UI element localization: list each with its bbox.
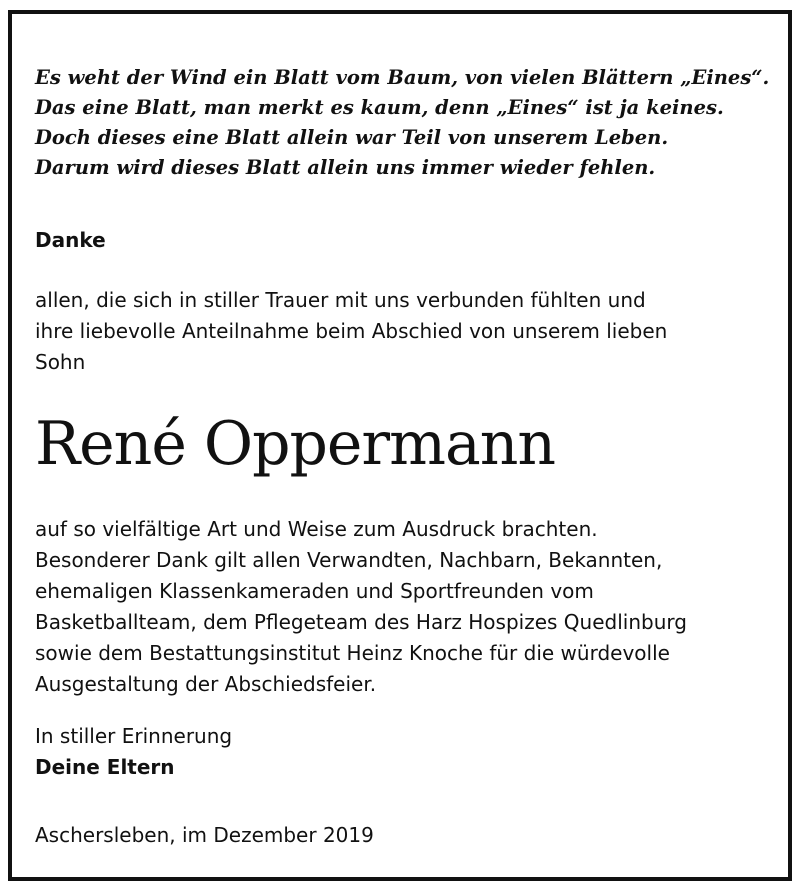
deceased-name: René Oppermann <box>35 409 556 479</box>
place-date: Aschersleben, im Dezember 2019 <box>35 823 374 847</box>
closing <box>35 721 765 783</box>
thanks-title: Danke <box>35 228 106 252</box>
thanks-intro-line: ihre liebevolle Anteilnahme beim Abschied von unserem lieben <box>35 319 668 343</box>
notice-frame <box>8 10 792 881</box>
poem-line: Doch dieses eine Blatt allein war Teil von unserem Leben. <box>35 126 669 149</box>
poem <box>35 63 775 183</box>
poem-line: Es weht der Wind ein Blatt vom Baum, von vielen Blättern „Eines“. <box>35 66 770 89</box>
thanks-body-line: Besonderer Dank gilt allen Verwandten, Nachbarn, Bekannten, <box>35 548 663 572</box>
thanks-intro <box>35 285 765 378</box>
thanks-body <box>35 514 765 700</box>
thanks-intro-line: allen, die sich in stiller Trauer mit uns verbunden fühlten und <box>35 288 646 312</box>
closing-line: In stiller Erinnerung <box>35 724 233 748</box>
poem-line: Darum wird dieses Blatt allein uns immer wieder fehlen. <box>35 156 656 179</box>
signature: Deine Eltern <box>35 755 175 779</box>
thanks-body-line: auf so vielfältige Art und Weise zum Ausdruck brachten. <box>35 517 598 541</box>
poem-line: Das eine Blatt, man merkt es kaum, denn „Eines“ ist ja keines. <box>35 96 724 119</box>
thanks-body-line: Ausgestaltung der Abschiedsfeier. <box>35 672 377 696</box>
thanks-body-line: Basketballteam, dem Pflegeteam des Harz Hospizes Quedlinburg <box>35 610 687 634</box>
thanks-body-line: sowie dem Bestattungsinstitut Heinz Knoche für die würdevolle <box>35 641 670 665</box>
thanks-intro-line: Sohn <box>35 350 86 374</box>
thanks-body-line: ehemaligen Klassenkameraden und Sportfreunden vom <box>35 579 594 603</box>
